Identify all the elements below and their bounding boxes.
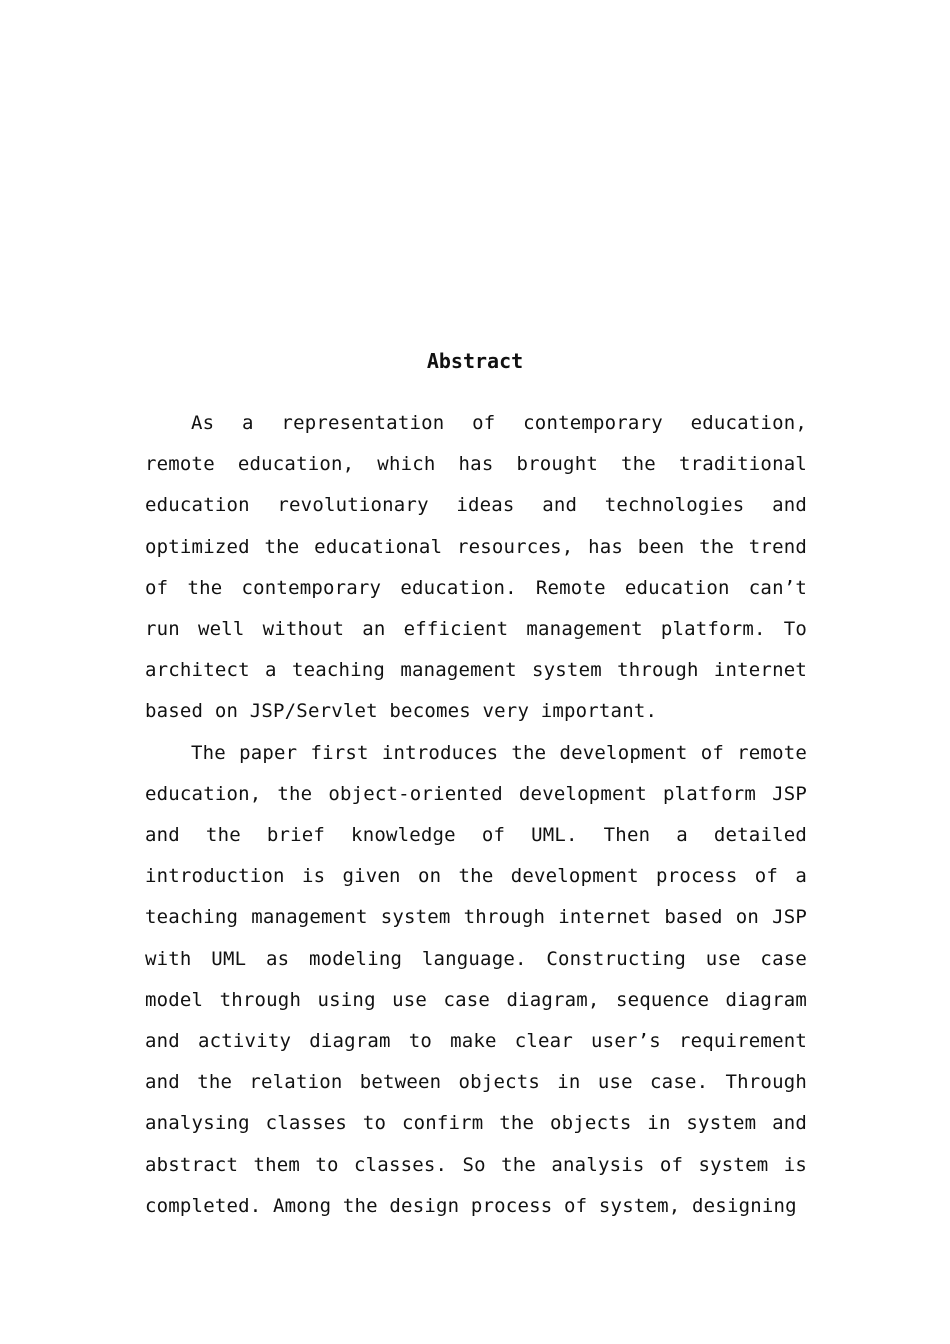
abstract-paragraph-1: As a representation of contemporary education, remote education, which has brought the traditional education revolutionary ideas and technologies and optimized the educational resources, has been the trend of the contemporary education. Remote education can’t run well without an efficient management platform. To architect a teaching management system through internet based on JSP/Servlet becomes very important.	[145, 412, 807, 723]
abstract-paragraph-2: The paper first introduces the development of remote education, the object-oriented development platform JSP and the brief knowledge of UML. Then a detailed introduction is given on the development process of a teaching management system through internet based on JSP with UML as modeling language. Constructing use case model through using use case diagram, sequence diagram and activity diagram to make clear user’s requirement and the relation between objects in use case. Through analysing classes to confirm the objects in system and abstract them to classes. So the analysis of system is completed. Among the design process of system, designing	[145, 741, 807, 1217]
abstract-body	[145, 403, 807, 1227]
abstract-title: Abstract	[426, 349, 524, 373]
